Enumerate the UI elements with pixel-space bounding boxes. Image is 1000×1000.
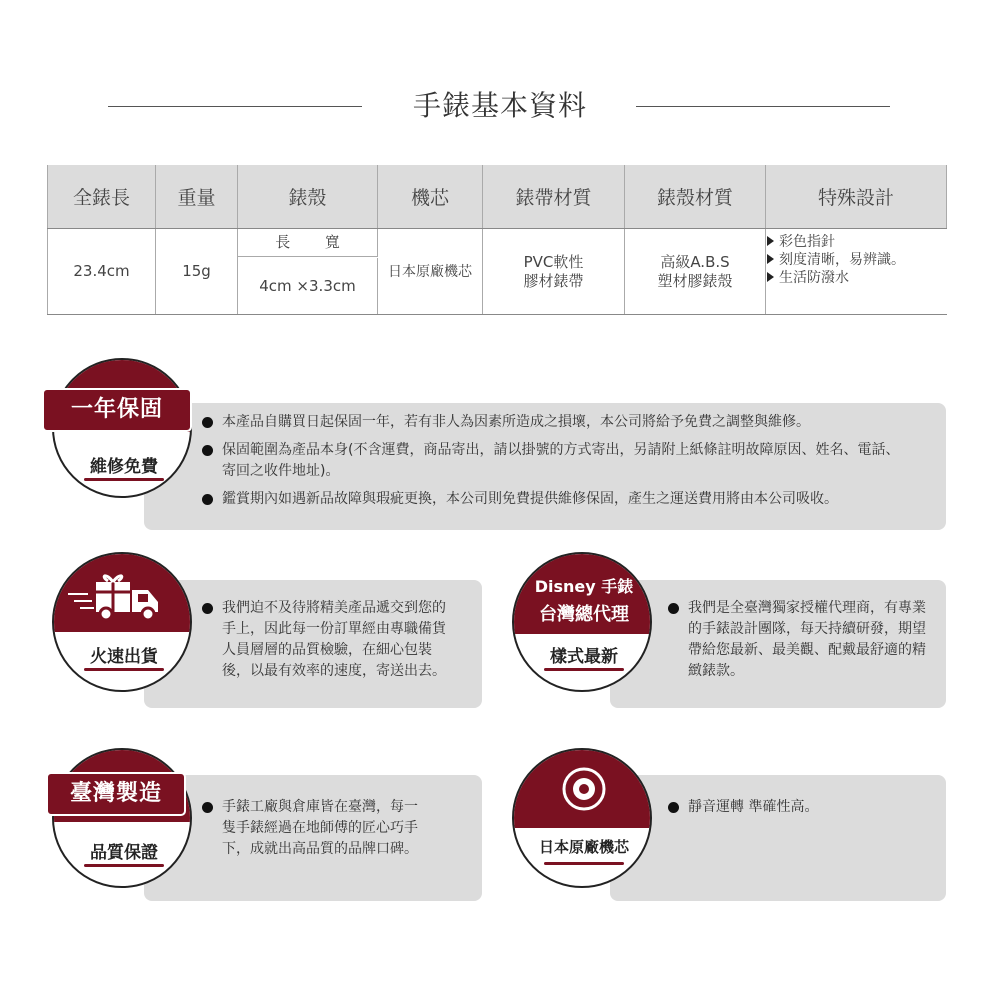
shipping-badge [52, 552, 192, 692]
agent-badge [512, 552, 652, 692]
value-length: 23.4cm [47, 229, 156, 315]
triangle-bullet-icon [767, 272, 774, 282]
movement-bullets [666, 797, 926, 825]
header-movement: 機芯 [378, 165, 483, 228]
shipping-bullets [200, 598, 450, 689]
agent-badge-label: 樣式最新 [550, 647, 618, 667]
taiwan-badge [52, 748, 192, 888]
list-item: 本產品自購買日起保固一年，若有非人為因素所造成之損壞，本公司將給予免費之調整與維修。 [200, 412, 930, 433]
warranty-bullets [200, 412, 930, 517]
triangle-bullet-icon [767, 254, 774, 264]
taiwan-bullets [200, 797, 430, 867]
value-weight: 15g [156, 229, 238, 315]
title-rule-left [108, 106, 362, 107]
header-special-design: 特殊設計 [766, 165, 947, 228]
warranty-badge-label: 維修免費 [90, 457, 158, 477]
feature-item: 刻度清晰，易辨識。 [767, 251, 947, 269]
case-length-label: 長 [275, 232, 291, 251]
agent-brand-line: Disney 手錶 [534, 577, 634, 596]
movement-panel [610, 775, 946, 901]
value-movement: 日本原廠機芯 [378, 229, 483, 315]
movement-badge [512, 748, 652, 888]
header-weight: 重量 [156, 165, 238, 228]
spec-table [47, 165, 947, 315]
agent-title-line: 台灣總代理 [539, 604, 629, 625]
value-strap: PVC軟性 膠材錶帶 [483, 229, 625, 315]
list-item: 保固範圍為產品本身(不含運費，商品寄出，請以掛號的方式寄出，另請附上紙條註明故障原因、姓名、電話、寄回之收件地址)。 [200, 440, 930, 482]
movement-badge-label: 日本原廠機芯 [538, 838, 629, 856]
list-item: 我們迫不及待將精美產品遞交到您的手上，因此每一份訂單經由專職備貨人員層層的品質檢驗，在細心包裝後，以最有效率的速度，寄送出去。 [200, 598, 450, 682]
delivery-truck-icon [66, 564, 176, 624]
case-dimension-value: 4cm ×3.3cm [238, 258, 378, 315]
triangle-bullet-icon [767, 236, 774, 246]
list-item: 靜音運轉 準確性高。 [666, 797, 926, 818]
list-item: 我們是全臺灣獨家授權代理商，有專業的手錶設計團隊，每天持續研發，期望帶給您最新、最美觀、配戴最舒適的精緻錶款。 [666, 598, 926, 682]
feature-item: 生活防潑水 [767, 269, 947, 287]
warranty-tab: 一年保固 [42, 388, 192, 432]
case-dimension-labels [238, 229, 378, 257]
page-title: 手錶基本資料 [412, 89, 587, 122]
header-strap-material: 錶帶材質 [483, 165, 625, 228]
feature-item: 彩色指針 [767, 233, 947, 251]
case-width-label: 寬 [324, 232, 340, 251]
list-item: 鑑賞期內如遇新品故障與瑕疵更換，本公司則免費提供維修保固，產生之運送費用將由本公司吸收。 [200, 489, 930, 510]
special-design-list [767, 233, 947, 288]
header-case-material: 錶殼材質 [625, 165, 766, 228]
taiwan-tab: 臺灣製造 [46, 772, 186, 816]
shipping-badge-label: 火速出貨 [90, 647, 158, 667]
title-rule-right [636, 106, 890, 107]
agent-bullets [666, 598, 926, 689]
header-length: 全錶長 [47, 165, 156, 228]
list-item: 手錶工廠與倉庫皆在臺灣，每一隻手錶經過在地師傅的匠心巧手下，成就出高品質的品牌口碑。 [200, 797, 430, 860]
header-case: 錶殼 [238, 165, 378, 228]
taiwan-badge-label: 品質保證 [90, 843, 158, 863]
value-case-material: 高級A.B.S 塑材膠錶殼 [625, 229, 766, 315]
watch-movement-icon [559, 764, 609, 814]
